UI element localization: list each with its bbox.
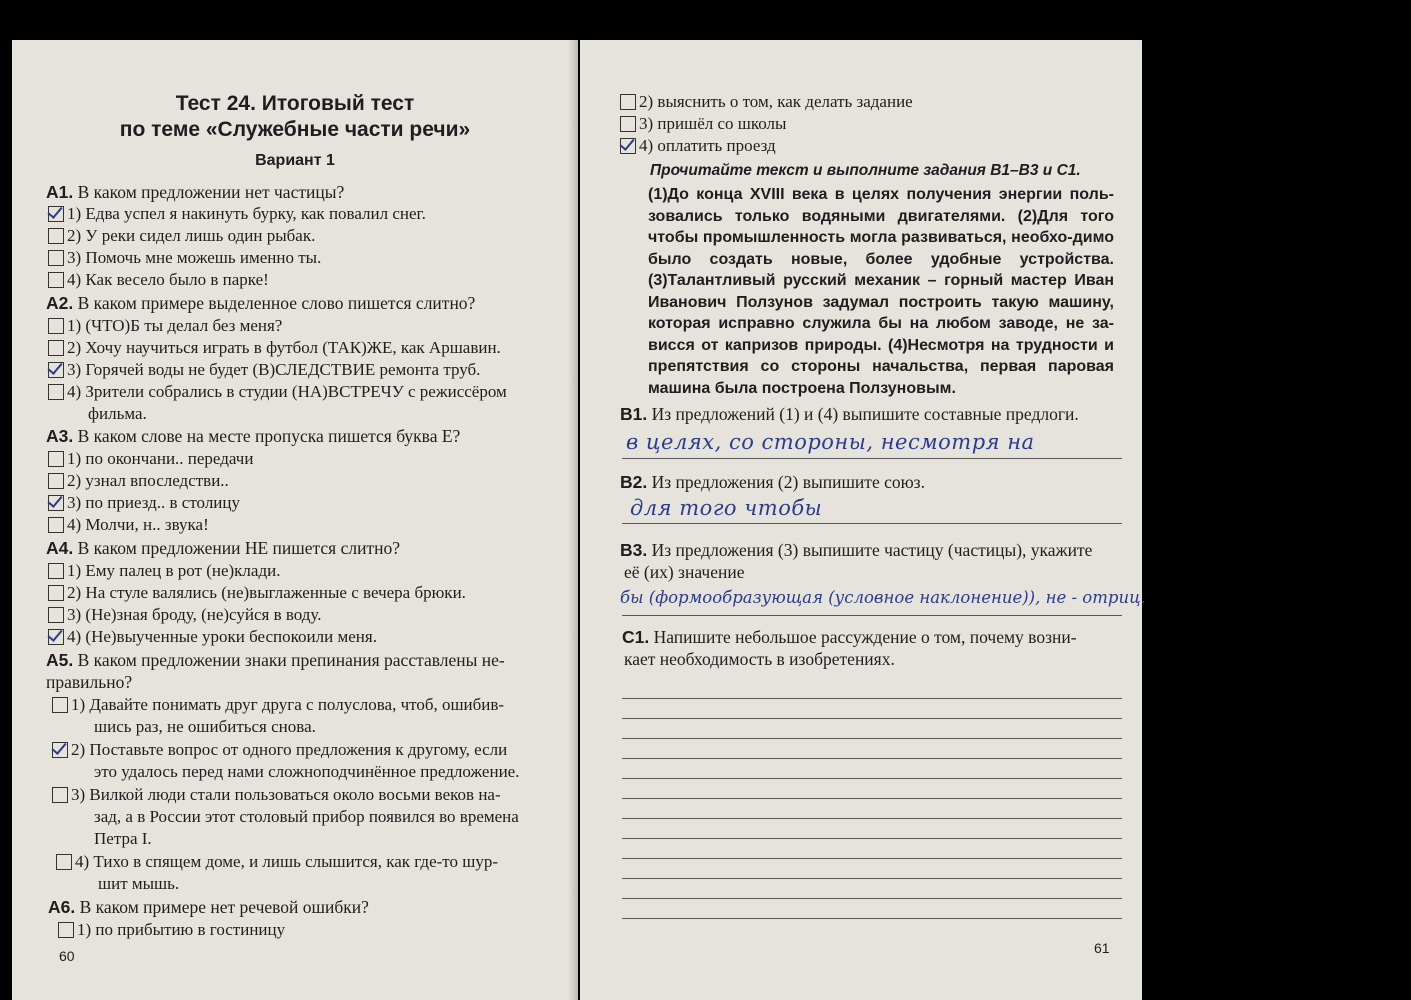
left-page (12, 40, 578, 1000)
option-a5-3[interactable]: 3) Вилкой люди стали пользоваться около восьми веков на- (52, 785, 501, 805)
question-a5-cont: правильно? (46, 672, 133, 692)
question-a6: A6. В каком примере нет речевой ошибки? (48, 897, 369, 917)
checkbox[interactable] (48, 607, 64, 623)
checkbox[interactable] (48, 340, 64, 356)
option-a2-2[interactable]: 2) Хочу научиться играть в футбол (ТАК)ЖЕ, как Аршавин. (48, 338, 501, 358)
checkbox[interactable] (58, 922, 74, 938)
variant-label: Вариант 1 (255, 152, 335, 169)
checkbox[interactable] (48, 318, 64, 334)
answer-line (622, 523, 1122, 524)
answer-line (622, 858, 1122, 859)
checkbox[interactable] (52, 787, 68, 803)
checkbox[interactable] (48, 272, 64, 288)
option-a4-1[interactable]: 1) Ему палец в рот (не)клади. (48, 561, 280, 581)
checkbox[interactable] (48, 228, 64, 244)
option-a1-2[interactable]: 2) У реки сидел лишь один рыбак. (48, 226, 315, 246)
option-a5-3-cont2: Петра I. (94, 829, 152, 848)
answer-line (622, 718, 1122, 719)
test-title-line2: по теме «Служебные части речи» (119, 118, 471, 141)
checkbox-checked[interactable] (52, 742, 68, 758)
option-a1-1[interactable]: 1) Едва успел я накинуть бурку, как повалил снег. (48, 204, 426, 224)
answer-line (622, 615, 1122, 616)
answer-line (622, 698, 1122, 699)
task-b2: B2. Из предложения (2) выпишите союз. (620, 472, 925, 492)
page-number-left: 60 (59, 948, 75, 964)
reading-passage: (1)До конца XVIII века в целях получения энергии поль-зовались только водяными двигателями. (2)Для того чтобы промышленность могла развиваться, необхо-димо было создать новые, более удобные устройства. (3)Талантливый русский механик – горный мастер Иван Иванович Ползунов задумал построить такую машину, которая исправно служила бы на любом заводе, не за-висся от капризов природы. (4)Несмотря на трудности и препятствия со стороны начальства, первая паровая машина была построена Ползуновым. (648, 186, 1114, 397)
task-c1-cont: кает необходимость в изобретениях. (624, 649, 895, 669)
task-b3: B3. Из предложения (3) выпишите частицу (частицы), укажите (620, 540, 1093, 560)
answer-line (622, 798, 1122, 799)
checkbox[interactable] (48, 563, 64, 579)
answer-line (622, 878, 1122, 879)
reading-instruction: Прочитайте текст и выполните задания В1–В3 и С1. (650, 162, 1081, 179)
answer-line (622, 778, 1122, 779)
task-b3-cont: её (их) значение (624, 562, 745, 582)
question-a2: A2. В каком примере выделенное слово пишется слитно? (46, 293, 476, 313)
option-a3-1[interactable]: 1) по окончани.. передачи (48, 449, 253, 469)
option-a5-4-cont: шит мышь. (98, 874, 180, 893)
option-a6-1[interactable]: 1) по прибытию в гостиницу (58, 920, 285, 940)
option-a2-4[interactable]: 4) Зрители собрались в студии (НА)ВСТРЕЧУ с режиссёром (48, 382, 507, 402)
option-a5-1-cont: шись раз, не ошибиться снова. (94, 717, 316, 736)
option-a2-3[interactable]: 3) Горячей воды не будет (В)СЛЕДСТВИЕ ремонта труб. (48, 360, 480, 380)
checkbox[interactable] (48, 517, 64, 533)
option-a5-2-cont: это удалось перед нами сложноподчинённое предложение. (94, 762, 520, 781)
answer-line (622, 738, 1122, 739)
checkbox-checked[interactable] (48, 362, 64, 378)
option-a6-3[interactable]: 3) пришёл со школы (620, 114, 786, 134)
option-a1-3[interactable]: 3) Помочь мне можешь именно ты. (48, 248, 321, 268)
task-c1: C1. Напишите небольшое рассуждение о том, почему возни- (622, 627, 1077, 647)
answer-line (622, 818, 1122, 819)
checkbox-checked[interactable] (48, 495, 64, 511)
option-a1-4[interactable]: 4) Как весело было в парке! (48, 270, 269, 290)
checkbox[interactable] (620, 116, 636, 132)
answer-line (622, 898, 1122, 899)
test-title-line1: Тест 24. Итоговый тест (175, 92, 415, 115)
checkbox[interactable] (48, 250, 64, 266)
checkbox[interactable] (52, 697, 68, 713)
answer-b3-handwritten[interactable]: бы (формообразующая (условное наклонение)), не - отриц. (620, 588, 1146, 607)
option-a3-4[interactable]: 4) Молчи, н.. звука! (48, 515, 209, 535)
option-a5-3-cont: зад, а в России этот столовый прибор появился во времена (94, 807, 519, 826)
checkbox-checked[interactable] (48, 206, 64, 222)
answer-line (622, 838, 1122, 839)
option-a2-1[interactable]: 1) (ЧТО)Б ты делал без меня? (48, 316, 282, 336)
checkbox[interactable] (48, 473, 64, 489)
option-a4-2[interactable]: 2) На стуле валялись (не)выглаженные с вечера брюки. (48, 583, 466, 603)
question-a1: A1. В каком предложении нет частицы? (46, 182, 345, 202)
checkbox[interactable] (48, 585, 64, 601)
option-a4-3[interactable]: 3) (Не)зная броду, (не)суйся в воду. (48, 605, 322, 625)
option-a5-2[interactable]: 2) Поставьте вопрос от одного предложения к другому, если (52, 740, 507, 760)
checkbox[interactable] (56, 854, 72, 870)
checkbox[interactable] (620, 94, 636, 110)
answer-line (622, 758, 1122, 759)
option-a6-2[interactable]: 2) выяснить о том, как делать задание (620, 92, 913, 112)
option-a5-1[interactable]: 1) Давайте понимать друг друга с полуслова, чтоб, ошибив- (52, 695, 504, 715)
question-a5: A5. В каком предложении знаки препинания расставлены не- (46, 650, 505, 670)
checkbox-checked[interactable] (48, 629, 64, 645)
option-a5-4[interactable]: 4) Тихо в спящем доме, и лишь слышится, как где-то шур- (56, 852, 498, 872)
option-a3-3[interactable]: 3) по приезд.. в столицу (48, 493, 240, 513)
option-a4-4[interactable]: 4) (Не)выученные уроки беспокоили меня. (48, 627, 377, 647)
answer-b2-handwritten[interactable]: для того чтобы (630, 496, 823, 520)
task-b1: B1. Из предложений (1) и (4) выпишите составные предлоги. (620, 404, 1079, 424)
answer-b1-handwritten[interactable]: в целях, со стороны, несмотря на (626, 430, 1035, 454)
option-a3-2[interactable]: 2) узнал впоследстви.. (48, 471, 229, 491)
question-a3: A3. В каком слове на месте пропуска пишется буква Е? (46, 426, 461, 446)
checkbox[interactable] (48, 384, 64, 400)
page-number-right: 61 (1094, 940, 1110, 956)
option-a2-4-cont: фильма. (88, 404, 147, 423)
right-page (580, 40, 1146, 1000)
checkbox-checked[interactable] (620, 138, 636, 154)
answer-line (622, 918, 1122, 919)
checkbox[interactable] (48, 451, 64, 467)
option-a6-4[interactable]: 4) оплатить проезд (620, 136, 776, 156)
question-a4: A4. В каком предложении НЕ пишется слитно? (46, 538, 400, 558)
answer-line (622, 458, 1122, 459)
